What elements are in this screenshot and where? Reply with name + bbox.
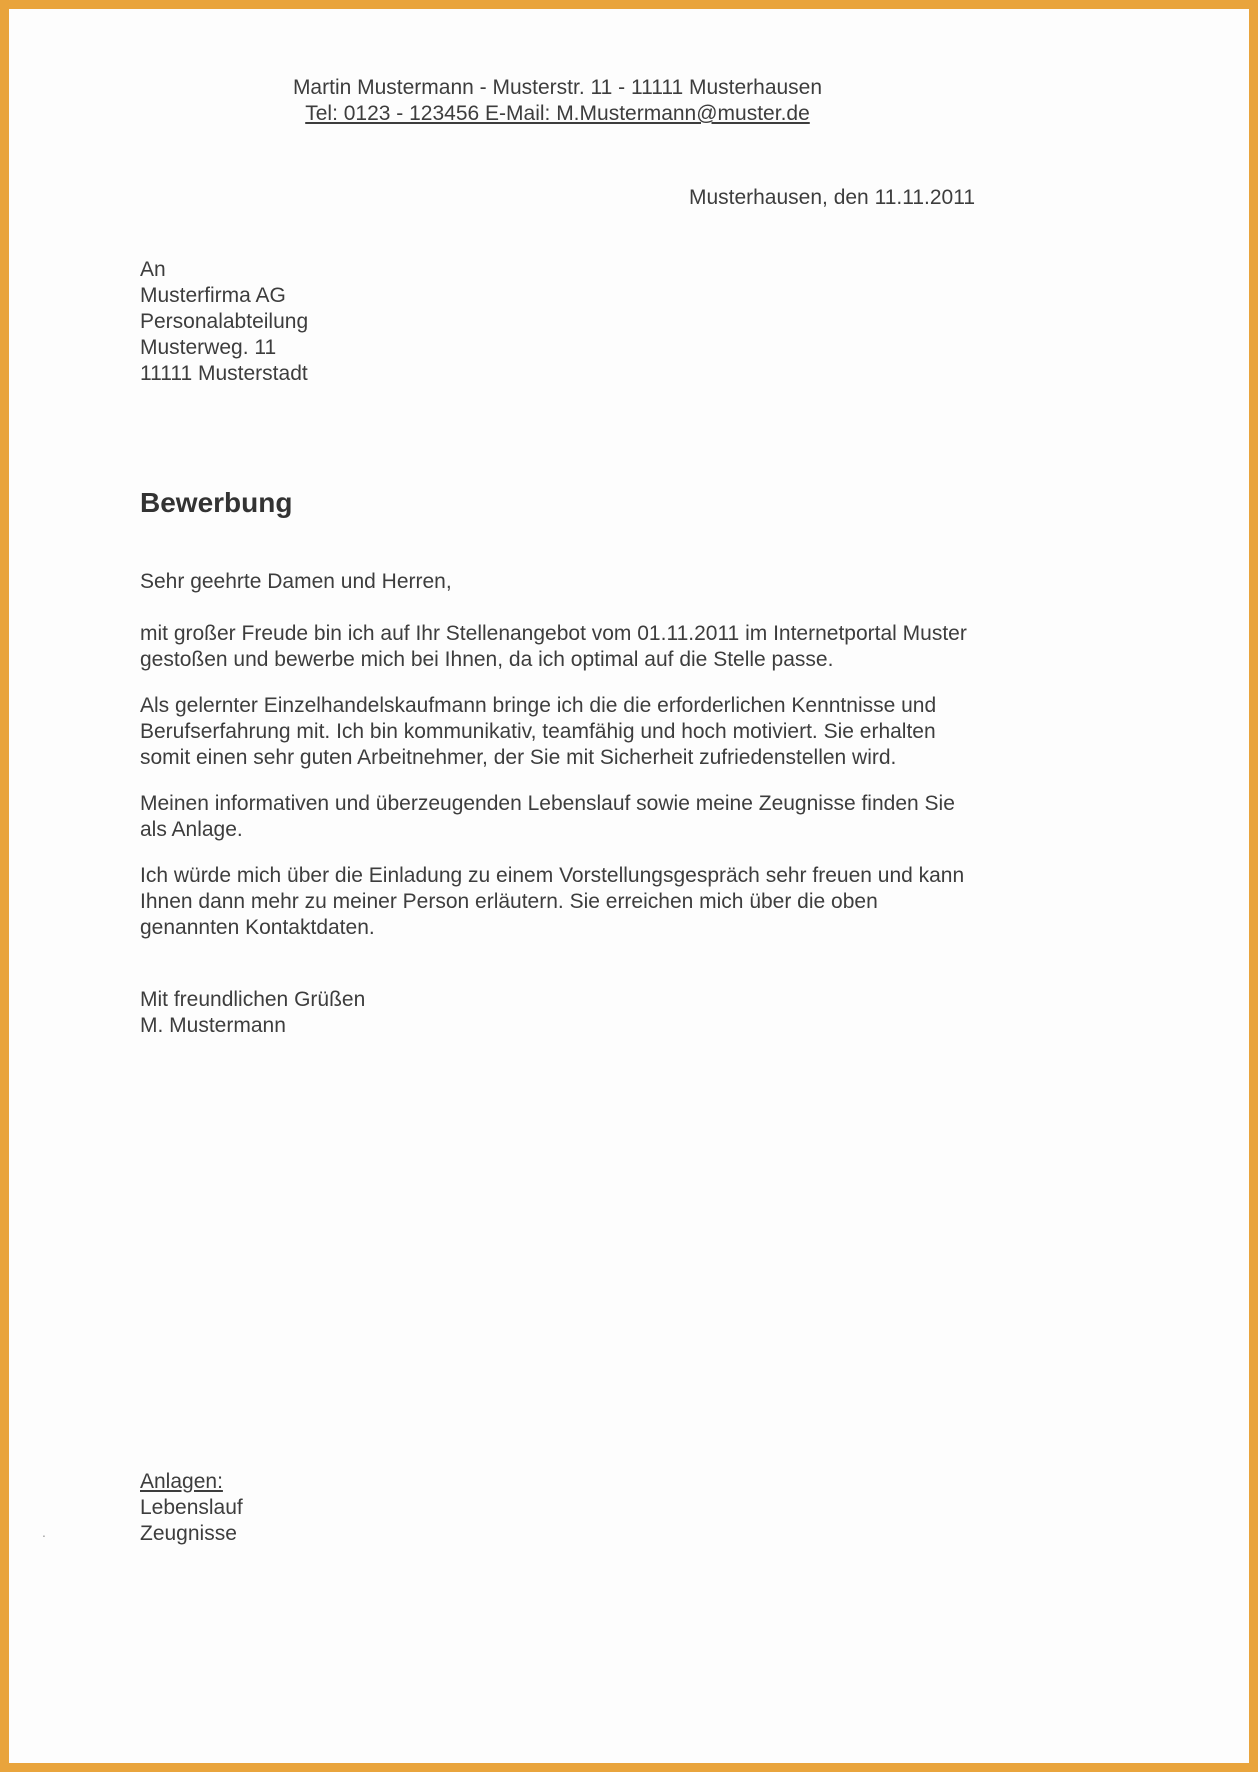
body-paragraph: Als gelernter Einzelhandelskaufmann bringe ich die die erforderlichen Kenntnisse und Berufserfahrung mit. Ich bin kommunikativ, teamfähig und hoch motiviert. Sie erhalten somit einen sehr guten Arbeitnehmer, der Sie mit Sicherheit zufriedenstellen wird.	[140, 694, 937, 769]
recipient-line: Musterweg. 11	[140, 336, 277, 359]
signature-name: M. Mustermann	[140, 1014, 286, 1037]
attachment-item: Lebenslauf	[140, 1496, 243, 1519]
sender-address-line: Martin Mustermann - Musterstr. 11 - 11111 Musterhausen	[292, 76, 823, 99]
salutation: Sehr geehrte Damen und Herren,	[140, 570, 452, 593]
recipient-address	[140, 257, 975, 387]
date-line: Musterhausen, den 11.11.2011	[688, 186, 975, 209]
body-paragraph: Ich würde mich über die Einladung zu einem Vorstellungsgespräch sehr freuen und kann Ihnen dann mehr zu meiner Person erläutern. Sie erreichen mich über die oben genannten Kontaktdaten.	[140, 864, 965, 939]
stray-mark: .	[42, 1524, 46, 1540]
attachment-item: Zeugnisse	[140, 1522, 237, 1545]
closing-phrase: Mit freundlichen Grüßen	[140, 988, 366, 1011]
body-paragraph: Meinen informativen und überzeugenden Lebenslauf sowie meine Zeugnisse finden Sie als Anlage.	[140, 792, 955, 841]
letter-content	[9, 9, 1249, 1547]
sender-header	[140, 75, 975, 127]
body-paragraph: mit großer Freude bin ich auf Ihr Stellenangebot vom 01.11.2011 im Internetportal Muster gestoßen und bewerbe mich bei Ihnen, da ich optimal auf die Stelle passe.	[140, 622, 967, 671]
recipient-line: Musterfirma AG	[140, 284, 286, 307]
attachments-label: Anlagen:	[140, 1470, 223, 1493]
attachments-block	[140, 1469, 975, 1547]
subject-title: Bewerbung	[140, 487, 293, 518]
recipient-line: 11111 Musterstadt	[140, 362, 308, 385]
recipient-line: Personalabteilung	[140, 310, 309, 333]
closing-block	[140, 987, 975, 1039]
sender-contact-line: Tel: 0123 - 123456 E-Mail: M.Mustermann@muster.de	[305, 102, 810, 125]
recipient-line: An	[140, 258, 166, 281]
